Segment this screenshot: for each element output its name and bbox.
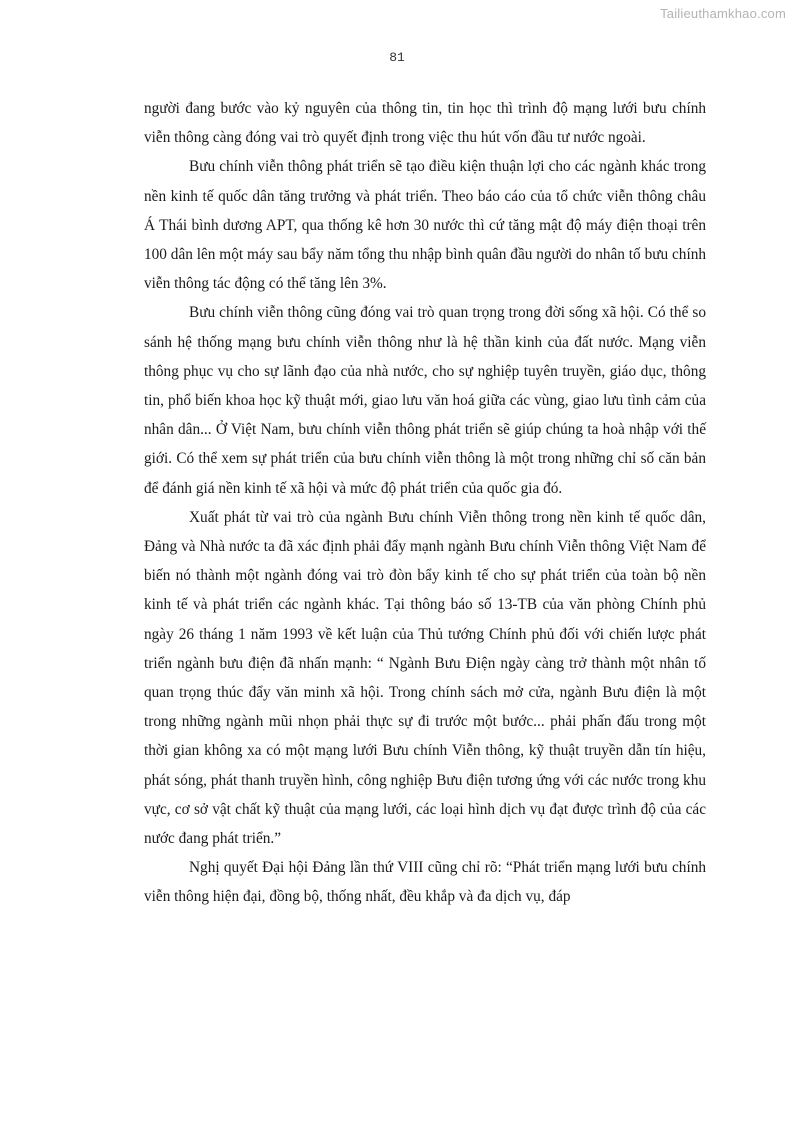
- page-number: 81: [389, 50, 405, 65]
- paragraph: Nghị quyết Đại hội Đảng lần thứ VIII cũng chỉ rõ: “Phát triển mạng lưới bưu chính viễn thông hiện đại, đồng bộ, thống nhất, đều khắp và đa dịch vụ, đáp: [144, 859, 706, 906]
- paragraph: Bưu chính viễn thông cũng đóng vai trò quan trọng trong đời sống xã hội. Có thể so sánh hệ thống mạng bưu chính viễn thông như là hệ thần kinh của đất nước. Mạng viễn thông phục vụ cho sự lãnh đạo của nhà nước, cho sự nghiệp tuyên truyền, giáo dục, thông tin, phổ biến khoa học kỹ thuật mới, giao lưu văn hoá giữa các vùng, giao lưu tình cảm của nhân dân... Ở Việt Nam, bưu chính viễn thông phát triển sẽ giúp chúng ta hoà nhập với thế giới. Có thể xem sự phát triển của bưu chính viễn thông là một trong những chỉ số căn bản để đánh giá nền kinh tế xã hội và mức độ phát triển của quốc gia đó.: [144, 304, 706, 497]
- paragraph: Xuất phát từ vai trò của ngành Bưu chính Viễn thông trong nền kinh tế quốc dân, Đảng và Nhà nước ta đã xác định phải đẩy mạnh ngành Bưu chính Viễn thông Việt Nam để biến nó thành một ngành đóng vai trò đòn bẩy kinh tế cho sự phát triển của toàn bộ nền kinh tế và phát triển các ngành khác. Tại thông báo số 13-TB của văn phòng Chính phủ ngày 26 tháng 1 năm 1993 về kết luận của Thủ tướng Chính phủ đối với chiến lược phát triển ngành bưu điện đã nhấn mạnh: “ Ngành Bưu Điện ngày càng trở thành một nhân tố quan trọng thúc đẩy văn minh xã hội. Trong chính sách mở cửa, ngành Bưu điện là một trong những ngành mũi nhọn phải thực sự đi trước một bước... phải phấn đấu trong một thời gian không xa có một mạng lưới Bưu chính Viễn thông, kỹ thuật truyền dẫn tín hiệu, phát sóng, phát thanh truyền hình, công nghiệp Bưu điện tương ứng với các nước trong khu vực, cơ sở vật chất kỹ thuật của mạng lưới, các loại hình dịch vụ đạt được trình độ của các nước đang phát triển.”: [144, 508, 706, 848]
- paragraph: Bưu chính viễn thông phát triển sẽ tạo điều kiện thuận lợi cho các ngành khác trong nền kinh tế quốc dân tăng trưởng và phát triển. Theo báo cáo của tổ chức viễn thông châu Á Thái bình dương APT, qua thống kê hơn 30 nước thì cứ tăng mật độ máy điện thoại trên 100 dân lên một máy sau bẩy năm tổng thu nhập bình quân đầu người do nhân tố bưu chính viễn thông tác động có thể tăng lên 3%.: [144, 158, 706, 293]
- watermark: Tailieuthamkhao.com: [660, 6, 786, 21]
- document-body: [144, 94, 706, 912]
- paragraph: người đang bước vào kỷ nguyên của thông tin, tin học thì trình độ mạng lưới bưu chính viễn thông càng đóng vai trò quyết định trong việc thu hút vốn đầu tư nước ngoài.: [144, 100, 706, 147]
